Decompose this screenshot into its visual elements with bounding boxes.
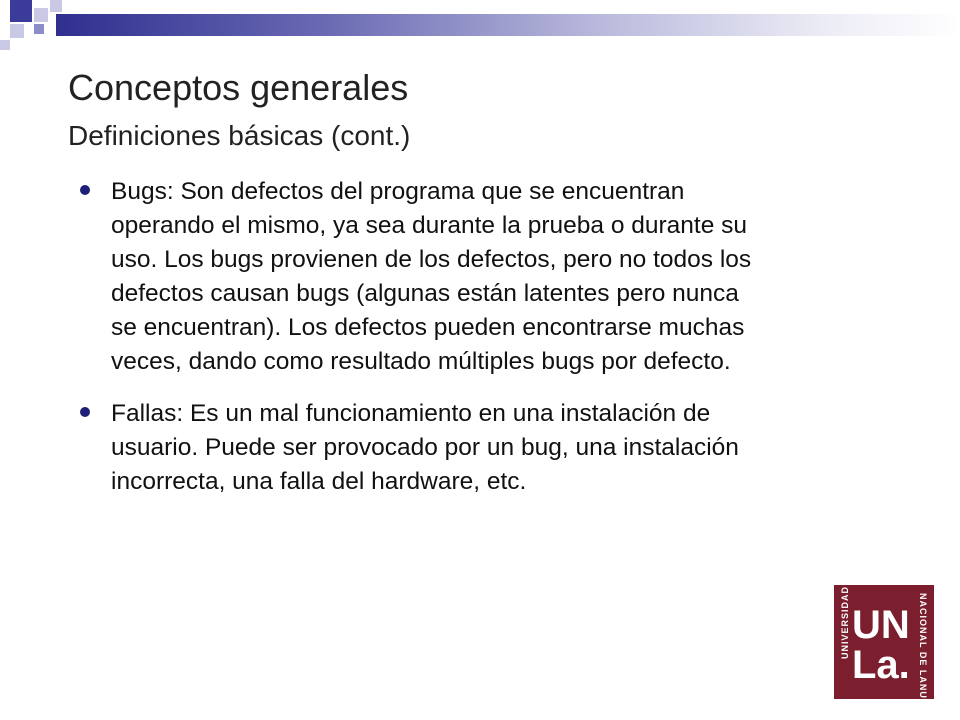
- bullet-item: [80, 397, 950, 499]
- bullet-line: operando el mismo, ya sea durante la prueba o durante su: [111, 212, 748, 239]
- bullet-line: uso. Los bugs provienen de los defectos, pero no todos los: [111, 246, 752, 273]
- slide-title: Conceptos generales: [68, 67, 409, 108]
- bullet-line: Bugs: Son defectos del programa que se encuentran: [111, 178, 685, 205]
- logo-left-text: UNIVERSIDAD: [840, 585, 850, 659]
- bullet-line: usuario. Puede ser provocado por un bug, una instalación: [111, 434, 739, 461]
- bullet-dot-icon: [80, 407, 90, 417]
- decor-square-2: [34, 8, 48, 22]
- decor-square-5: [0, 40, 10, 50]
- bullet-dot-icon: [80, 185, 90, 195]
- decor-square-3: [10, 24, 24, 38]
- logo-line1: UN: [852, 603, 910, 647]
- bullet-line: defectos causan bugs (algunas están latentes pero nunca: [111, 280, 739, 307]
- logo-right-text: NACIONAL DE LANUS: [918, 593, 928, 706]
- bullet-item: [80, 175, 950, 379]
- bullet-text: [111, 397, 950, 499]
- bullet-line: se encuentran). Los defectos pueden encontrarse muchas: [111, 314, 745, 341]
- bullet-text: [111, 175, 950, 379]
- bullet-line: Fallas: Es un mal funcionamiento en una instalación de: [111, 400, 711, 427]
- bullet-list: [80, 175, 950, 517]
- logo-line2: La.: [852, 643, 910, 687]
- header-gradient-bar: [56, 14, 960, 36]
- decor-square-1: [10, 0, 32, 22]
- bullet-line: incorrecta, una falla del hardware, etc.: [111, 468, 527, 495]
- university-logo: [834, 585, 934, 706]
- decor-square-6: [50, 0, 62, 12]
- slide-subtitle: Definiciones básicas (cont.): [68, 120, 411, 151]
- bullet-line: veces, dando como resultado múltiples bugs por defecto.: [111, 348, 731, 375]
- decor-square-4: [34, 24, 44, 34]
